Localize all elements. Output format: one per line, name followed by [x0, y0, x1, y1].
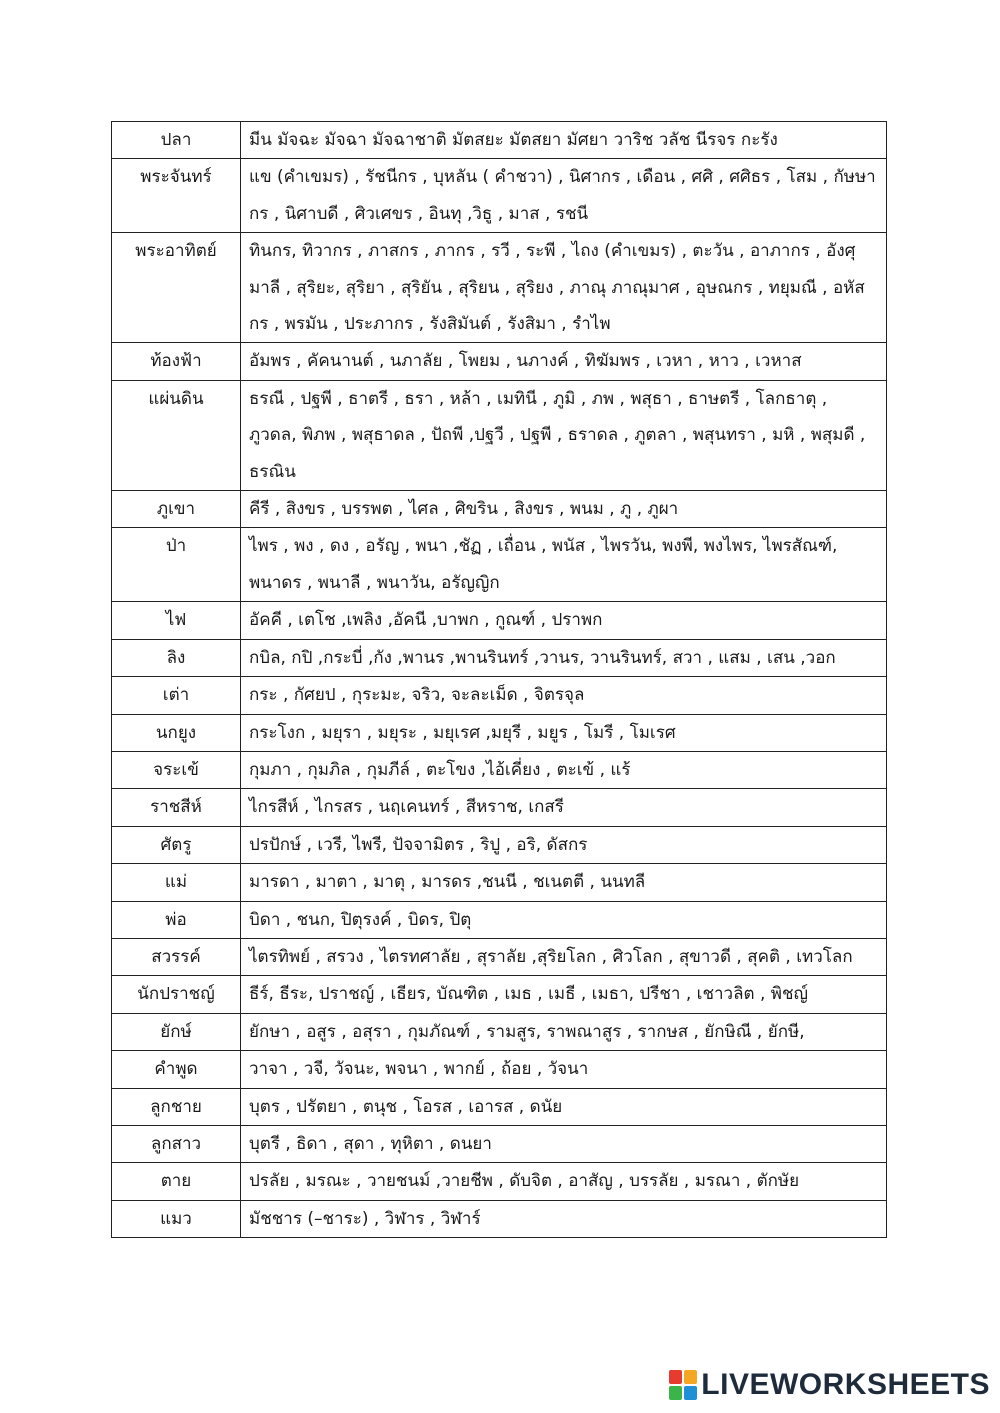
headword-cell: ป่า: [112, 528, 241, 602]
table-row: [112, 639, 887, 676]
synonyms-cell: บุตรี , ธิดา , สุดา , ทุหิตา , ดนยา: [241, 1125, 887, 1162]
synonyms-cell: ปรปักษ์ , เวรี, ไพรี, ปัจจามิตร , ริปู , อริ, ดัสกร: [241, 826, 887, 863]
synonyms-cell: ธรณี , ปฐพี , ธาตรี , ธรา , หล้า , เมทินี , ภูมิ , ภพ , พสุธา , ธาษตรี , โลกธาตุ , ภูวดล, พิภพ , พสุธาดล , ปัถพี ,ปฐวี , ปฐพี , ธราดล , ภูตลา , พสุนทรา , มหิ , พสุมดี , ธรณิน: [241, 380, 887, 490]
headword-cell: นกยูง: [112, 714, 241, 751]
table-row: [112, 938, 887, 975]
synonyms-cell: ยักษา , อสูร , อสุรา , กุมภัณฑ์ , รามสูร, ราพณาสูร , รากษส , ยักษิณี , ยักษี,: [241, 1013, 887, 1050]
table-row: [112, 864, 887, 901]
liveworksheets-logo-icon: [669, 1370, 697, 1400]
headword-cell: แม่: [112, 864, 241, 901]
table-row: [112, 491, 887, 528]
synonyms-cell: มีน มัจฉะ มัจฉา มัจฉาชาติ มัตสยะ มัตสยา มัศยา วาริช วลัช นีรจร กะรัง: [241, 122, 887, 159]
headword-cell: พ่อ: [112, 901, 241, 938]
headword-cell: ลิง: [112, 639, 241, 676]
synonyms-cell: ไตรทิพย์ , สรวง , ไตรทศาลัย , สุราลัย ,สุริยโลก , ศิวโลก , สุขาวดี , สุคติ , เทวโลก: [241, 938, 887, 975]
table-row: [112, 901, 887, 938]
headword-cell: สวรรค์: [112, 938, 241, 975]
headword-cell: แผ่นดิน: [112, 380, 241, 490]
synonyms-cell: มารดา , มาตา , มาตุ , มารดร ,ชนนี , ชเนตตี , นนทลี: [241, 864, 887, 901]
synonyms-cell: บิดา , ชนก, ปิตุรงค์ , บิดร, ปิตุ: [241, 901, 887, 938]
synonyms-cell: อัคคี , เตโช ,เพลิง ,อัคนี ,บาพก , กูณฑ์ , ปราพก: [241, 602, 887, 639]
table-row: [112, 602, 887, 639]
headword-cell: พระอาทิตย์: [112, 233, 241, 343]
logo-square-green: [669, 1386, 682, 1400]
synonyms-cell: ปรลัย , มรณะ , วายชนม์ ,วายชีพ , ดับจิต , อาสัญ , บรรลัย , มรณา , ตักษัย: [241, 1163, 887, 1200]
table-row: [112, 528, 887, 602]
headword-cell: จระเข้: [112, 751, 241, 788]
headword-cell: ราชสีห์: [112, 789, 241, 826]
table-row: [112, 233, 887, 343]
table-row: [112, 1013, 887, 1050]
vocabulary-sheet: [111, 121, 887, 1238]
headword-cell: ภูเขา: [112, 491, 241, 528]
table-row: [112, 1125, 887, 1162]
logo-square-red: [669, 1370, 682, 1384]
table-row: [112, 1163, 887, 1200]
liveworksheets-logo: [669, 1365, 990, 1405]
synonyms-cell: บุตร , ปรัตยา , ตนุช , โอรส , เอารส , ดนัย: [241, 1088, 887, 1125]
table-row: [112, 976, 887, 1013]
synonym-table-body: [112, 122, 887, 1238]
table-row: [112, 677, 887, 714]
synonyms-cell: ธีร์, ธีระ, ปราชญ์ , เธียร, บัณฑิต , เมธ , เมธี , เมธา, ปรีชา , เชาวลิต , พิชญ์: [241, 976, 887, 1013]
table-row: [112, 714, 887, 751]
headword-cell: ปลา: [112, 122, 241, 159]
headword-cell: นักปราชญ์: [112, 976, 241, 1013]
headword-cell: ท้องฟ้า: [112, 343, 241, 380]
table-row: [112, 343, 887, 380]
headword-cell: ศัตรู: [112, 826, 241, 863]
logo-square-blue: [684, 1386, 697, 1400]
logo-square-orange: [684, 1370, 697, 1384]
synonyms-cell: กระโงก , มยุรา , มยุระ , มยุเรศ ,มยุรี , มยูร , โมรี , โมเรศ: [241, 714, 887, 751]
table-row: [112, 159, 887, 233]
synonyms-cell: ทินกร, ทิวากร , ภาสกร , ภากร , รวี , ระพี , ไถง (คำเขมร) , ตะวัน , อาภากร , อังศุมาลี , สุริยะ, สุริยา , สุริยัน , สุริยน , สุริยง , ภาณุ ภาณุมาศ , อุษณกร , ทยุมณี , อหัสกร , พรมัน , ประภากร , รังสิมันต์ , รังสิมา , รำไพ: [241, 233, 887, 343]
headword-cell: ลูกสาว: [112, 1125, 241, 1162]
table-row: [112, 1051, 887, 1088]
synonyms-cell: มัชชาร (–ชาระ) , วิฬาร , วิฬาร์: [241, 1200, 887, 1237]
synonyms-cell: ไพร , พง , ดง , อรัญ , พนา ,ชัฏ , เถื่อน , พนัส , ไพรวัน, พงพี, พงไพร, ไพรสัณฑ์, พนาดร , พนาลี , พนาวัน, อรัญญิก: [241, 528, 887, 602]
synonym-table: [111, 121, 887, 1238]
synonyms-cell: คีรี , สิงขร , บรรพต , ไศล , ศิขริน , สิงขร , พนม , ภู , ภูผา: [241, 491, 887, 528]
headword-cell: คำพูด: [112, 1051, 241, 1088]
synonyms-cell: กุมภา , กุมภิล , กุมภีล์ , ตะโขง ,ไอ้เคี่ยง , ตะเข้ , แร้: [241, 751, 887, 788]
headword-cell: แมว: [112, 1200, 241, 1237]
table-row: [112, 751, 887, 788]
table-row: [112, 1088, 887, 1125]
table-row: [112, 826, 887, 863]
synonyms-cell: อัมพร , คัคนานต์ , นภาลัย , โพยม , นภางค์ , ทิฆัมพร , เวหา , หาว , เวหาส: [241, 343, 887, 380]
headword-cell: พระจันทร์: [112, 159, 241, 233]
headword-cell: ไฟ: [112, 602, 241, 639]
table-row: [112, 789, 887, 826]
synonyms-cell: กบิล, กปิ ,กระบี่ ,กัง ,พานร ,พานรินทร์ ,วานร, วานรินทร์, สวา , แสม , เสน ,วอก: [241, 639, 887, 676]
headword-cell: ตาย: [112, 1163, 241, 1200]
liveworksheets-logo-text: LIVEWORKSHEETS: [701, 1368, 990, 1401]
synonyms-cell: กระ , กัศยป , กุระมะ, จริว, จะละเม็ด , จิตรจุล: [241, 677, 887, 714]
table-row: [112, 122, 887, 159]
headword-cell: ลูกชาย: [112, 1088, 241, 1125]
table-row: [112, 380, 887, 490]
synonyms-cell: ไกรสีห์ , ไกรสร , นฤเคนทร์ , สีหราช, เกสรี: [241, 789, 887, 826]
headword-cell: ยักษ์: [112, 1013, 241, 1050]
headword-cell: เต่า: [112, 677, 241, 714]
synonyms-cell: วาจา , วจี, วัจนะ, พจนา , พากย์ , ถ้อย , วัจนา: [241, 1051, 887, 1088]
table-row: [112, 1200, 887, 1237]
synonyms-cell: แข (คำเขมร) , รัชนีกร , บุหลัน ( คำชวา) , นิศากร , เดือน , ศศิ , ศศิธร , โสม , กัษษากร , นิศาบดี , ศิวเศขร , อินทุ ,วิธู , มาส , รชนี: [241, 159, 887, 233]
